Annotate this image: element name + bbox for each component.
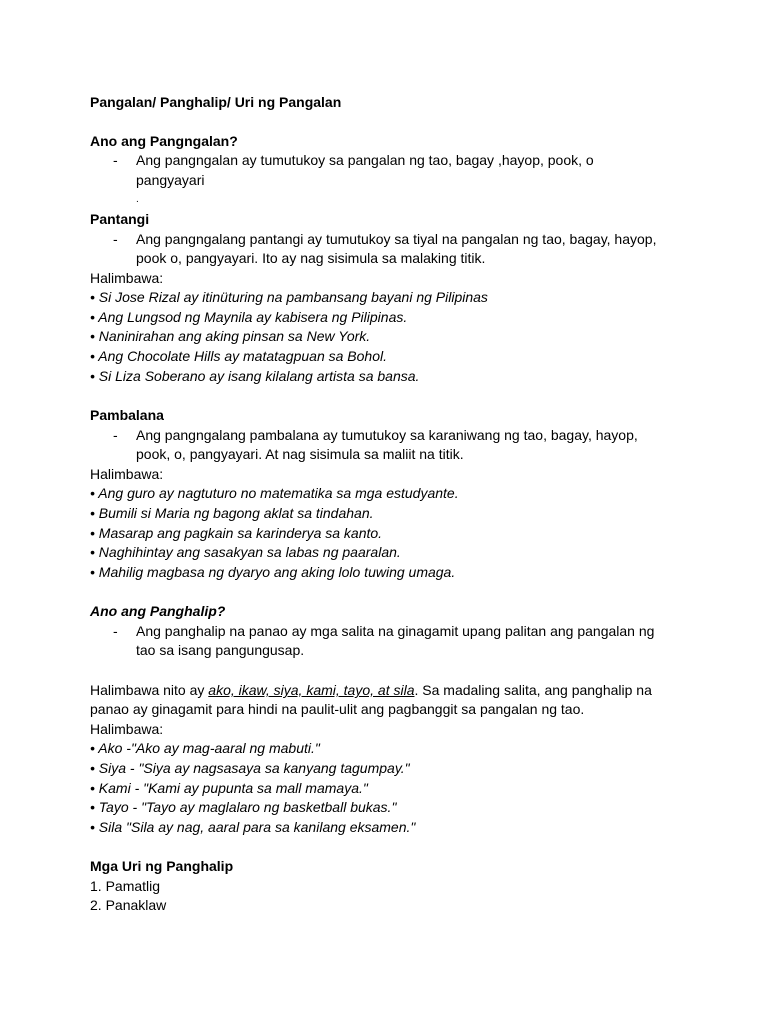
pangngalan-definition-line1: Ang pangngalan ay tumutukoy sa pangalan ng tao, bagay ,hayop, pook, o xyxy=(136,152,594,168)
example-item: • Siya - "Siya ay nagsasaya sa kanyang tagumpay." xyxy=(90,760,410,776)
numbered-item: 2. Panaklaw xyxy=(90,897,167,913)
panghalip-paragraph-line1 xyxy=(90,681,652,700)
pambalana-definition-line2: pook, o, pangyayari. At nag sisimula sa maliit na titik. xyxy=(136,446,464,462)
dash-marker: - xyxy=(113,623,118,639)
document-title: Pangalan/ Panghalip/ Uri ng Pangalan xyxy=(90,94,342,110)
section-heading-pantangi: Pantangi xyxy=(90,211,150,227)
underlined-pronouns: ako, ikaw, siya, kami, tayo, at sila xyxy=(208,682,415,698)
panghalip-paragraph-line2: panao ay ginagamit para hindi na paulit-ulit ang pagbanggit sa pangalan ng tao. xyxy=(90,701,585,717)
paragraph-text: . Sa madaling salita, ang panghalip na xyxy=(414,682,652,698)
example-item: • Ang guro ay nagtuturo no matematika sa mga estudyante. xyxy=(90,485,459,501)
example-item: • Mahilig magbasa ng dyaryo ang aking lolo tuwing umaga. xyxy=(90,564,456,580)
halimbawa-label: Halimbawa: xyxy=(90,721,164,737)
halimbawa-label: Halimbawa: xyxy=(90,270,164,286)
example-item: • Ang Chocolate Hills ay matatagpuan sa Bohol. xyxy=(90,348,388,364)
example-item: • Si Jose Rizal ay itinüturing na pambansang bayani ng Pilipinas xyxy=(90,289,488,305)
paragraph-text: Halimbawa nito ay xyxy=(90,682,209,698)
stray-dot: . xyxy=(136,194,139,205)
dash-marker: - xyxy=(113,152,118,168)
dash-marker: - xyxy=(113,427,118,443)
example-item: • Sila "Sila ay nag, aaral para sa kanilang eksamen." xyxy=(90,819,416,835)
panghalip-definition-line1: Ang panghalip na panao ay mga salita na ginagamit upang palitan ang pangalan ng xyxy=(136,623,655,639)
example-item: • Kami - "Kami ay pupunta sa mall mamaya." xyxy=(90,780,368,796)
example-item: • Si Liza Soberano ay isang kilalang artista sa bansa. xyxy=(90,368,420,384)
halimbawa-label: Halimbawa: xyxy=(90,466,164,482)
section-heading-pangngalan: Ano ang Pangngalan? xyxy=(90,133,238,149)
pantangi-definition-line1: Ang pangngalang pantangi ay tumutukoy sa tiyal na pangalan ng tao, bagay, hayop, xyxy=(136,231,657,247)
numbered-item: 1. Pamatlig xyxy=(90,878,161,894)
section-heading-pambalana: Pambalana xyxy=(90,407,164,423)
example-item: • Tayo - "Tayo ay maglalaro ng basketball bukas." xyxy=(90,799,397,815)
pangngalan-definition-line2: pangyayari xyxy=(136,172,205,188)
panghalip-definition-line2: tao sa isang pangungusap. xyxy=(136,642,305,658)
pantangi-definition-line2: pook o, pangyayari. Ito ay nag sisimula sa malaking titik. xyxy=(136,250,486,266)
example-item: • Naghihintay ang sasakyan sa labas ng paaralan. xyxy=(90,544,401,560)
dash-marker: - xyxy=(113,231,118,247)
example-item: • Bumili si Maria ng bagong aklat sa tindahan. xyxy=(90,505,374,521)
example-item: • Naninirahan ang aking pinsan sa New York. xyxy=(90,328,371,344)
section-heading-uri-ng-panghalip: Mga Uri ng Panghalip xyxy=(90,858,234,874)
pambalana-definition-line1: Ang pangngalang pambalana ay tumutukoy sa karaniwang ng tao, bagay, hayop, xyxy=(136,427,638,443)
section-heading-panghalip: Ano ang Panghalip? xyxy=(90,603,226,619)
example-item: • Masarap ang pagkain sa karinderya sa kanto. xyxy=(90,525,383,541)
example-item: • Ang Lungsod ng Maynila ay kabisera ng Pilipinas. xyxy=(90,309,408,325)
example-item: • Ako -"Ako ay mag-aaral ng mabuti." xyxy=(90,740,320,756)
